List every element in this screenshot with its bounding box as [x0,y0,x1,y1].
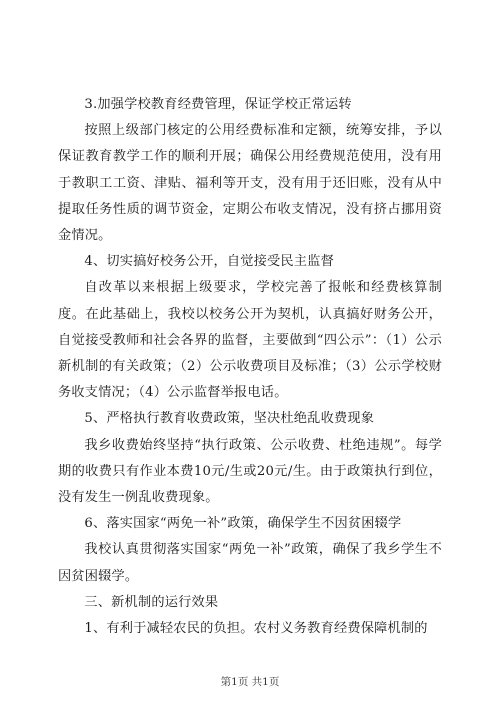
section-heading-6: 6、落实国家“两免一补”政策，确保学生不因贫困辍学 [84,516,402,532]
section-heading-5: 5、严格执行教育收费政策，坚决杜绝乱收费现象 [84,411,375,427]
paragraph-fee-policy: 我乡收费始终坚持“执行政策、公示收费、杜绝违规”。每学期的收费只有作业本费10元/生或20元/生。由于政策执行到位，没有发生一例乱收费现象。 [58,437,442,506]
section-heading-4: 4、切实搞好校务公开，自觉接受民主监督 [84,254,334,270]
paragraph-two-exemptions-one-subsidy: 我校认真贯彻落实国家“两免一补”政策，确保了我乡学生不因贫困辍学。 [58,542,442,584]
section-heading-3: 3.加强学校教育经费管理，保证学校正常运转 [84,97,352,112]
paragraph-funding-management: 按照上级部门核定的公用经费标准和定额，统筹安排，予以保证教育教学工作的顺利开展；确保公用经费规范使用，没有用于教职工工资、津贴、福利等开支，没有用于还旧账，没有从中提取任务性质的调节资金，定期公布收支情况，没有挤占挪用资金情况。 [58,123,442,244]
section-heading-three: 三、新机制的运行效果 [84,594,219,610]
page-footer: 第1页 共1页 [220,676,280,688]
document-body [58,92,442,642]
paragraph-reduce-farmer-burden: 1、有利于减轻农民的负担。农村义务教育经费保障机制的 [84,621,428,637]
paragraph-school-affairs-disclosure: 自改革以来根据上级要求，学校完善了报帐和经费核算制度。在此基础上，我校以校务公开为契机，认真搞好财务公开，自觉接受教师和社会各界的监督，主要做到“四公示”：（1）公示新机制的有关政策；（2）公示收费项目及标准；（3）公示学校财务收支情况；（4）公示监督举报电话。 [58,280,442,401]
